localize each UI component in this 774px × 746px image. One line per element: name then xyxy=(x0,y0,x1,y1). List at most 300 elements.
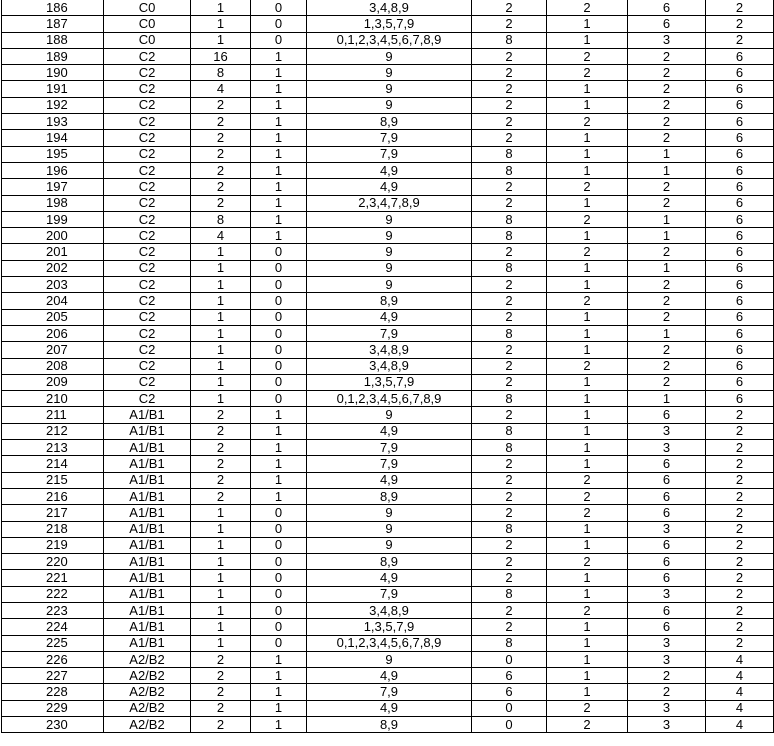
cell-count: 2 xyxy=(191,195,251,211)
cell-group: C2 xyxy=(104,48,191,64)
cell-row-number: 188 xyxy=(2,32,104,48)
cell-value-d: 6 xyxy=(706,325,774,341)
cell-value-a: 2 xyxy=(472,277,547,293)
table-row xyxy=(2,537,774,553)
cell-value-c: 2 xyxy=(628,358,706,374)
cell-digit-set: 8,9 xyxy=(307,554,472,570)
cell-count: 2 xyxy=(191,456,251,472)
cell-flag: 1 xyxy=(251,162,307,178)
cell-value-d: 4 xyxy=(706,668,774,684)
cell-value-a: 2 xyxy=(472,488,547,504)
cell-group: C2 xyxy=(104,146,191,162)
cell-value-b: 1 xyxy=(547,97,628,113)
cell-value-b: 1 xyxy=(547,309,628,325)
cell-count: 1 xyxy=(191,586,251,602)
cell-value-d: 2 xyxy=(706,602,774,618)
table-row xyxy=(2,668,774,684)
cell-row-number: 186 xyxy=(2,0,104,16)
cell-value-d: 6 xyxy=(706,391,774,407)
table-row xyxy=(2,521,774,537)
table-row xyxy=(2,684,774,700)
cell-flag: 0 xyxy=(251,521,307,537)
cell-value-b: 2 xyxy=(547,244,628,260)
table-row xyxy=(2,228,774,244)
cell-value-a: 2 xyxy=(472,97,547,113)
cell-value-c: 3 xyxy=(628,717,706,733)
cell-value-d: 6 xyxy=(706,97,774,113)
cell-digit-set: 7,9 xyxy=(307,684,472,700)
cell-group: A1/B1 xyxy=(104,619,191,635)
cell-value-c: 2 xyxy=(628,342,706,358)
cell-group: C2 xyxy=(104,358,191,374)
cell-group: C2 xyxy=(104,97,191,113)
cell-value-d: 6 xyxy=(706,228,774,244)
cell-row-number: 196 xyxy=(2,162,104,178)
cell-value-a: 8 xyxy=(472,586,547,602)
cell-value-b: 2 xyxy=(547,488,628,504)
cell-value-a: 8 xyxy=(472,162,547,178)
table-row xyxy=(2,554,774,570)
cell-group: C0 xyxy=(104,16,191,32)
cell-flag: 1 xyxy=(251,423,307,439)
cell-group: A1/B1 xyxy=(104,440,191,456)
cell-digit-set: 4,9 xyxy=(307,700,472,716)
cell-group: C2 xyxy=(104,342,191,358)
cell-value-b: 1 xyxy=(547,440,628,456)
cell-value-d: 6 xyxy=(706,374,774,390)
cell-value-a: 2 xyxy=(472,0,547,16)
cell-count: 1 xyxy=(191,309,251,325)
cell-count: 2 xyxy=(191,114,251,130)
table-row xyxy=(2,456,774,472)
cell-value-a: 2 xyxy=(472,309,547,325)
cell-value-c: 1 xyxy=(628,162,706,178)
cell-value-c: 3 xyxy=(628,651,706,667)
cell-value-c: 2 xyxy=(628,309,706,325)
table-row xyxy=(2,472,774,488)
cell-row-number: 220 xyxy=(2,554,104,570)
table-row xyxy=(2,570,774,586)
cell-value-a: 8 xyxy=(472,325,547,341)
table-row xyxy=(2,97,774,113)
cell-digit-set: 9 xyxy=(307,244,472,260)
table-row xyxy=(2,0,774,16)
cell-count: 1 xyxy=(191,260,251,276)
cell-group: C2 xyxy=(104,391,191,407)
cell-count: 1 xyxy=(191,0,251,16)
cell-flag: 0 xyxy=(251,358,307,374)
cell-value-d: 6 xyxy=(706,81,774,97)
cell-value-d: 2 xyxy=(706,16,774,32)
cell-flag: 1 xyxy=(251,717,307,733)
cell-value-d: 6 xyxy=(706,244,774,260)
cell-row-number: 204 xyxy=(2,293,104,309)
cell-value-d: 6 xyxy=(706,114,774,130)
cell-value-a: 0 xyxy=(472,717,547,733)
cell-value-a: 2 xyxy=(472,195,547,211)
cell-value-a: 2 xyxy=(472,81,547,97)
table-row xyxy=(2,358,774,374)
cell-row-number: 208 xyxy=(2,358,104,374)
cell-flag: 0 xyxy=(251,635,307,651)
cell-count: 1 xyxy=(191,277,251,293)
cell-value-b: 1 xyxy=(547,162,628,178)
table-row xyxy=(2,651,774,667)
cell-count: 2 xyxy=(191,146,251,162)
cell-flag: 0 xyxy=(251,293,307,309)
cell-value-c: 2 xyxy=(628,668,706,684)
cell-value-d: 6 xyxy=(706,293,774,309)
cell-value-c: 2 xyxy=(628,293,706,309)
cell-digit-set: 4,9 xyxy=(307,162,472,178)
cell-value-b: 1 xyxy=(547,260,628,276)
cell-group: C2 xyxy=(104,211,191,227)
cell-flag: 0 xyxy=(251,570,307,586)
cell-value-a: 8 xyxy=(472,228,547,244)
cell-value-b: 1 xyxy=(547,195,628,211)
cell-digit-set: 2,3,4,7,8,9 xyxy=(307,195,472,211)
cell-value-b: 1 xyxy=(547,342,628,358)
cell-value-c: 1 xyxy=(628,391,706,407)
table-row xyxy=(2,16,774,32)
cell-value-a: 8 xyxy=(472,440,547,456)
cell-value-c: 6 xyxy=(628,16,706,32)
cell-value-c: 6 xyxy=(628,619,706,635)
cell-flag: 1 xyxy=(251,97,307,113)
cell-digit-set: 0,1,2,3,4,5,6,7,8,9 xyxy=(307,635,472,651)
cell-value-a: 2 xyxy=(472,244,547,260)
cell-digit-set: 0,1,2,3,4,5,6,7,8,9 xyxy=(307,391,472,407)
cell-flag: 0 xyxy=(251,554,307,570)
cell-group: C2 xyxy=(104,325,191,341)
cell-row-number: 203 xyxy=(2,277,104,293)
cell-count: 1 xyxy=(191,358,251,374)
cell-digit-set: 8,9 xyxy=(307,293,472,309)
cell-value-b: 1 xyxy=(547,537,628,553)
cell-value-c: 2 xyxy=(628,48,706,64)
cell-value-a: 8 xyxy=(472,260,547,276)
cell-value-d: 2 xyxy=(706,32,774,48)
cell-group: C2 xyxy=(104,179,191,195)
cell-value-b: 2 xyxy=(547,211,628,227)
table-row xyxy=(2,391,774,407)
table-row xyxy=(2,211,774,227)
cell-value-d: 2 xyxy=(706,586,774,602)
cell-value-d: 6 xyxy=(706,130,774,146)
cell-flag: 0 xyxy=(251,325,307,341)
cell-count: 1 xyxy=(191,16,251,32)
table-row xyxy=(2,325,774,341)
cell-flag: 1 xyxy=(251,407,307,423)
cell-value-d: 2 xyxy=(706,407,774,423)
table-row xyxy=(2,48,774,64)
cell-value-d: 2 xyxy=(706,635,774,651)
cell-value-c: 2 xyxy=(628,65,706,81)
cell-value-a: 2 xyxy=(472,554,547,570)
cell-digit-set: 9 xyxy=(307,537,472,553)
cell-value-b: 1 xyxy=(547,16,628,32)
cell-value-b: 2 xyxy=(547,717,628,733)
cell-group: C2 xyxy=(104,309,191,325)
cell-value-a: 2 xyxy=(472,293,547,309)
cell-count: 1 xyxy=(191,342,251,358)
cell-digit-set: 0,1,2,3,4,5,6,7,8,9 xyxy=(307,32,472,48)
cell-group: A1/B1 xyxy=(104,423,191,439)
cell-group: A1/B1 xyxy=(104,505,191,521)
cell-flag: 0 xyxy=(251,0,307,16)
cell-value-b: 2 xyxy=(547,602,628,618)
cell-digit-set: 9 xyxy=(307,81,472,97)
cell-value-a: 2 xyxy=(472,374,547,390)
cell-value-a: 2 xyxy=(472,602,547,618)
cell-digit-set: 9 xyxy=(307,48,472,64)
cell-value-c: 3 xyxy=(628,700,706,716)
cell-value-a: 6 xyxy=(472,684,547,700)
cell-value-c: 2 xyxy=(628,374,706,390)
table-row xyxy=(2,505,774,521)
cell-count: 2 xyxy=(191,440,251,456)
cell-value-a: 8 xyxy=(472,32,547,48)
cell-row-number: 215 xyxy=(2,472,104,488)
cell-flag: 0 xyxy=(251,244,307,260)
cell-row-number: 222 xyxy=(2,586,104,602)
cell-row-number: 227 xyxy=(2,668,104,684)
cell-value-c: 2 xyxy=(628,81,706,97)
cell-value-a: 2 xyxy=(472,130,547,146)
cell-group: C2 xyxy=(104,65,191,81)
table-row xyxy=(2,309,774,325)
cell-row-number: 187 xyxy=(2,16,104,32)
cell-value-b: 2 xyxy=(547,700,628,716)
data-table xyxy=(1,0,774,733)
cell-flag: 1 xyxy=(251,81,307,97)
cell-digit-set: 8,9 xyxy=(307,488,472,504)
cell-value-d: 2 xyxy=(706,488,774,504)
table-row xyxy=(2,244,774,260)
cell-digit-set: 1,3,5,7,9 xyxy=(307,16,472,32)
cell-digit-set: 8,9 xyxy=(307,717,472,733)
cell-count: 2 xyxy=(191,684,251,700)
cell-row-number: 212 xyxy=(2,423,104,439)
cell-flag: 0 xyxy=(251,586,307,602)
cell-group: C2 xyxy=(104,244,191,260)
cell-value-a: 2 xyxy=(472,619,547,635)
cell-group: A2/B2 xyxy=(104,651,191,667)
cell-row-number: 228 xyxy=(2,684,104,700)
cell-value-b: 2 xyxy=(547,65,628,81)
cell-group: C2 xyxy=(104,228,191,244)
cell-value-b: 1 xyxy=(547,521,628,537)
cell-group: C2 xyxy=(104,162,191,178)
table-row xyxy=(2,488,774,504)
table-row xyxy=(2,32,774,48)
cell-value-d: 6 xyxy=(706,342,774,358)
cell-value-b: 2 xyxy=(547,114,628,130)
cell-count: 2 xyxy=(191,162,251,178)
table-row xyxy=(2,81,774,97)
cell-count: 2 xyxy=(191,407,251,423)
cell-digit-set: 9 xyxy=(307,260,472,276)
cell-value-d: 6 xyxy=(706,277,774,293)
table-row xyxy=(2,423,774,439)
cell-count: 1 xyxy=(191,619,251,635)
cell-value-b: 2 xyxy=(547,358,628,374)
cell-count: 1 xyxy=(191,374,251,390)
cell-flag: 1 xyxy=(251,48,307,64)
cell-group: A1/B1 xyxy=(104,554,191,570)
cell-row-number: 225 xyxy=(2,635,104,651)
cell-value-d: 2 xyxy=(706,570,774,586)
cell-count: 2 xyxy=(191,472,251,488)
cell-count: 1 xyxy=(191,537,251,553)
cell-flag: 0 xyxy=(251,309,307,325)
cell-value-b: 1 xyxy=(547,374,628,390)
cell-value-a: 2 xyxy=(472,179,547,195)
cell-flag: 0 xyxy=(251,505,307,521)
cell-count: 1 xyxy=(191,602,251,618)
cell-flag: 0 xyxy=(251,391,307,407)
cell-digit-set: 7,9 xyxy=(307,586,472,602)
cell-value-b: 1 xyxy=(547,228,628,244)
cell-flag: 1 xyxy=(251,65,307,81)
cell-flag: 1 xyxy=(251,179,307,195)
cell-value-b: 1 xyxy=(547,684,628,700)
cell-value-b: 1 xyxy=(547,130,628,146)
cell-value-c: 1 xyxy=(628,146,706,162)
cell-value-a: 8 xyxy=(472,211,547,227)
cell-value-a: 2 xyxy=(472,505,547,521)
cell-value-d: 6 xyxy=(706,146,774,162)
cell-value-d: 4 xyxy=(706,651,774,667)
cell-flag: 1 xyxy=(251,488,307,504)
cell-flag: 0 xyxy=(251,602,307,618)
table-row xyxy=(2,619,774,635)
table-row xyxy=(2,195,774,211)
cell-value-d: 2 xyxy=(706,505,774,521)
cell-value-d: 6 xyxy=(706,211,774,227)
cell-flag: 0 xyxy=(251,537,307,553)
cell-group: A2/B2 xyxy=(104,717,191,733)
cell-row-number: 197 xyxy=(2,179,104,195)
cell-group: C2 xyxy=(104,277,191,293)
cell-value-a: 8 xyxy=(472,635,547,651)
cell-row-number: 202 xyxy=(2,260,104,276)
cell-digit-set: 7,9 xyxy=(307,325,472,341)
cell-digit-set: 8,9 xyxy=(307,114,472,130)
table-row xyxy=(2,179,774,195)
cell-value-c: 3 xyxy=(628,440,706,456)
cell-group: C2 xyxy=(104,260,191,276)
cell-row-number: 226 xyxy=(2,651,104,667)
cell-value-c: 2 xyxy=(628,114,706,130)
cell-count: 2 xyxy=(191,668,251,684)
cell-value-c: 6 xyxy=(628,505,706,521)
table-row xyxy=(2,130,774,146)
cell-row-number: 213 xyxy=(2,440,104,456)
cell-count: 1 xyxy=(191,554,251,570)
cell-value-b: 2 xyxy=(547,293,628,309)
cell-flag: 0 xyxy=(251,16,307,32)
cell-value-d: 6 xyxy=(706,309,774,325)
cell-flag: 0 xyxy=(251,260,307,276)
table-row xyxy=(2,602,774,618)
cell-flag: 1 xyxy=(251,651,307,667)
cell-count: 1 xyxy=(191,244,251,260)
cell-value-a: 2 xyxy=(472,472,547,488)
cell-digit-set: 9 xyxy=(307,65,472,81)
cell-value-c: 3 xyxy=(628,635,706,651)
table-row xyxy=(2,260,774,276)
cell-digit-set: 4,9 xyxy=(307,309,472,325)
cell-row-number: 211 xyxy=(2,407,104,423)
cell-digit-set: 7,9 xyxy=(307,130,472,146)
cell-digit-set: 7,9 xyxy=(307,456,472,472)
cell-row-number: 198 xyxy=(2,195,104,211)
cell-value-d: 2 xyxy=(706,554,774,570)
cell-value-c: 2 xyxy=(628,277,706,293)
cell-value-b: 1 xyxy=(547,277,628,293)
table-body xyxy=(2,0,774,733)
cell-count: 2 xyxy=(191,179,251,195)
cell-group: C2 xyxy=(104,114,191,130)
cell-count: 1 xyxy=(191,293,251,309)
cell-value-d: 6 xyxy=(706,260,774,276)
cell-flag: 0 xyxy=(251,374,307,390)
cell-count: 2 xyxy=(191,717,251,733)
cell-group: A1/B1 xyxy=(104,602,191,618)
cell-count: 1 xyxy=(191,505,251,521)
cell-value-a: 2 xyxy=(472,456,547,472)
cell-value-b: 2 xyxy=(547,554,628,570)
cell-group: C2 xyxy=(104,195,191,211)
cell-digit-set: 9 xyxy=(307,651,472,667)
cell-group: A1/B1 xyxy=(104,570,191,586)
cell-digit-set: 3,4,8,9 xyxy=(307,358,472,374)
cell-count: 1 xyxy=(191,325,251,341)
cell-value-d: 2 xyxy=(706,521,774,537)
cell-row-number: 209 xyxy=(2,374,104,390)
table-row xyxy=(2,407,774,423)
cell-row-number: 221 xyxy=(2,570,104,586)
cell-value-c: 6 xyxy=(628,472,706,488)
cell-value-b: 1 xyxy=(547,456,628,472)
cell-value-a: 2 xyxy=(472,114,547,130)
cell-value-a: 8 xyxy=(472,391,547,407)
cell-count: 8 xyxy=(191,65,251,81)
cell-value-a: 0 xyxy=(472,700,547,716)
cell-flag: 0 xyxy=(251,32,307,48)
table-row xyxy=(2,374,774,390)
table-row xyxy=(2,162,774,178)
cell-flag: 0 xyxy=(251,619,307,635)
cell-value-c: 1 xyxy=(628,228,706,244)
cell-digit-set: 4,9 xyxy=(307,570,472,586)
cell-group: C0 xyxy=(104,32,191,48)
cell-value-a: 2 xyxy=(472,537,547,553)
cell-value-c: 1 xyxy=(628,211,706,227)
cell-digit-set: 9 xyxy=(307,211,472,227)
cell-flag: 1 xyxy=(251,211,307,227)
cell-digit-set: 9 xyxy=(307,228,472,244)
cell-digit-set: 3,4,8,9 xyxy=(307,342,472,358)
cell-value-c: 3 xyxy=(628,521,706,537)
cell-value-c: 6 xyxy=(628,456,706,472)
cell-value-d: 6 xyxy=(706,48,774,64)
cell-count: 1 xyxy=(191,570,251,586)
cell-count: 16 xyxy=(191,48,251,64)
cell-digit-set: 9 xyxy=(307,505,472,521)
cell-row-number: 223 xyxy=(2,602,104,618)
